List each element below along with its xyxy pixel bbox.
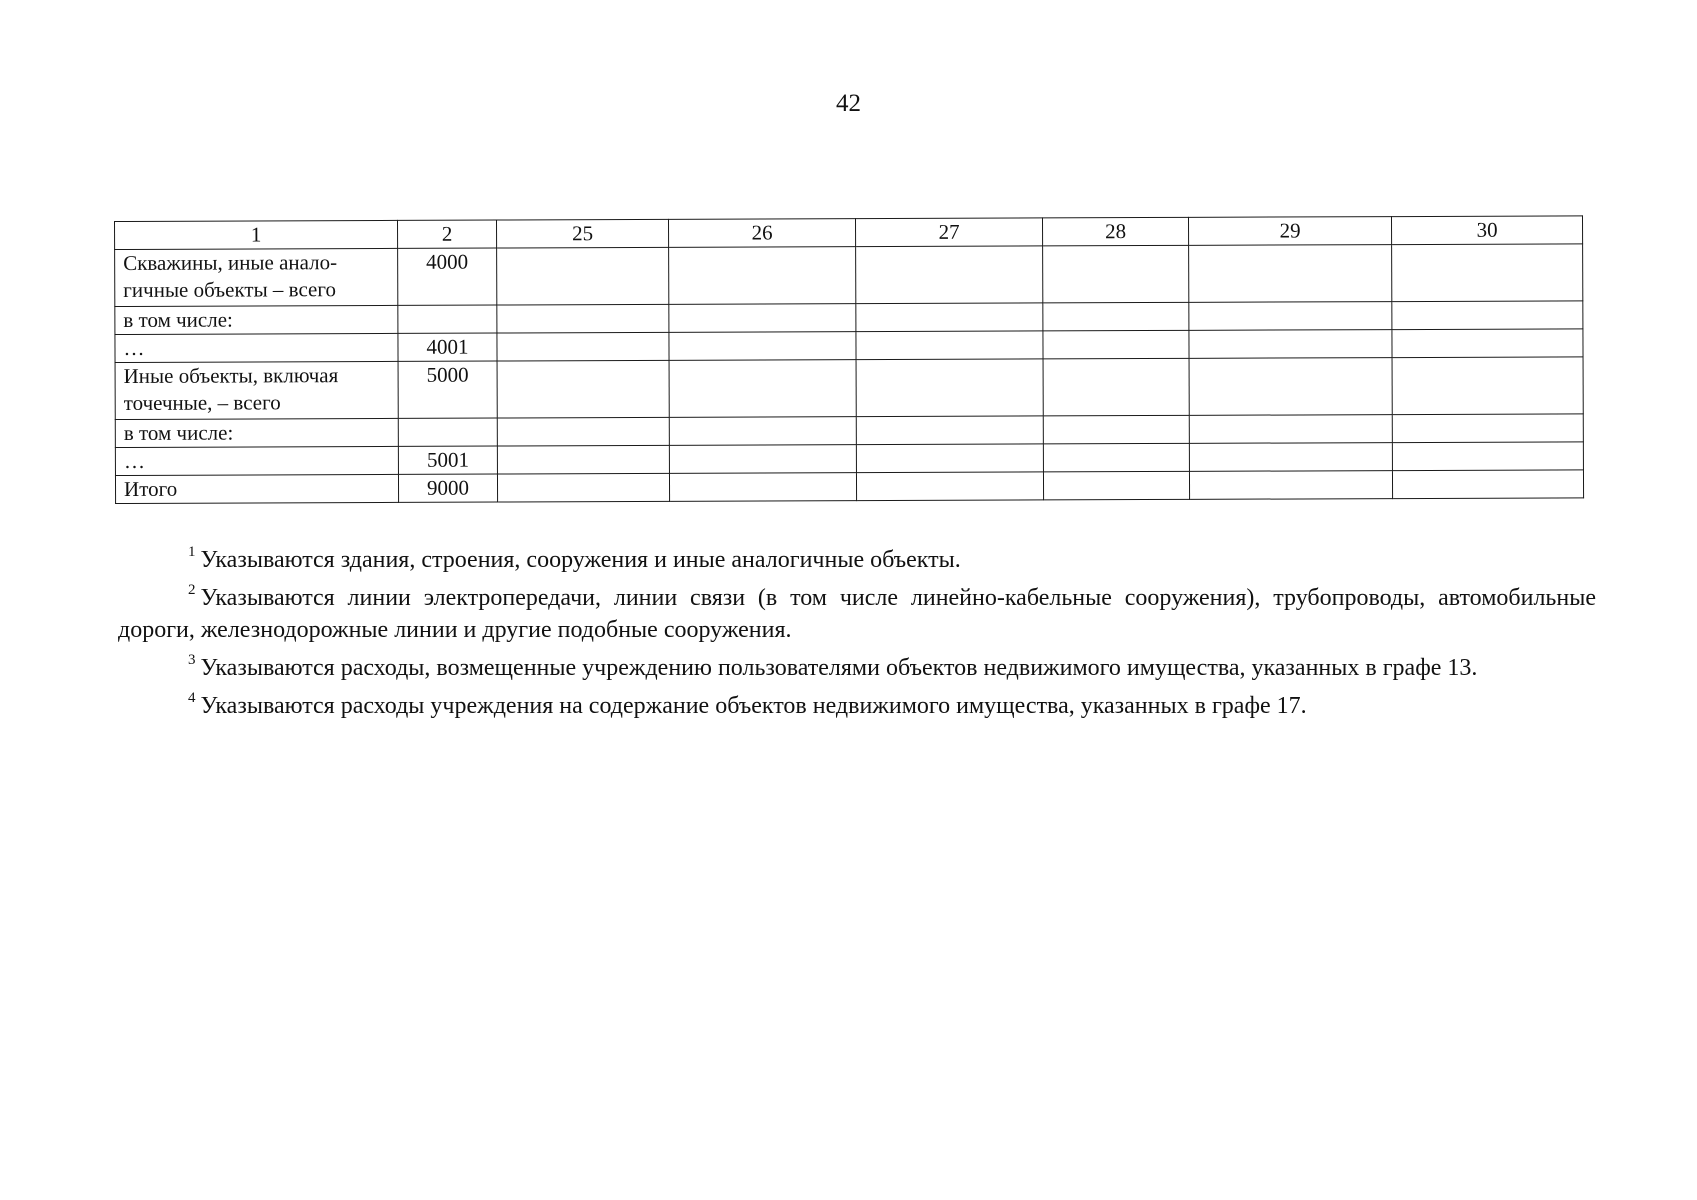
- footnotes: [118, 538, 1596, 722]
- empty-cell: [856, 416, 1043, 445]
- empty-cell: [1043, 330, 1189, 359]
- row-code: 5001: [398, 446, 497, 474]
- empty-cell: [856, 472, 1043, 501]
- empty-cell: [856, 246, 1043, 304]
- row-code: 4000: [398, 248, 497, 305]
- empty-cell: [497, 445, 669, 474]
- empty-cell: [497, 247, 669, 305]
- empty-cell: [856, 359, 1043, 417]
- empty-cell: [669, 360, 856, 418]
- column-header: 29: [1188, 217, 1391, 246]
- row-label: Итого: [115, 474, 398, 503]
- empty-cell: [669, 417, 856, 446]
- empty-cell: [1189, 415, 1392, 444]
- footnote: [118, 684, 1596, 722]
- row-label: в том числе:: [115, 305, 398, 334]
- row-code: 5000: [398, 361, 497, 418]
- column-header: 30: [1391, 216, 1582, 245]
- empty-cell: [669, 332, 856, 361]
- column-header: 2: [397, 220, 496, 248]
- empty-cell: [497, 360, 669, 418]
- empty-cell: [669, 445, 856, 474]
- table-row: [115, 244, 1583, 307]
- footnote-text: Указываются расходы, возмещенные учреждению пользователями объектов недвижимого имущества, указанных в графе 13.: [200, 655, 1478, 681]
- footnote-number: 3: [188, 652, 196, 668]
- empty-cell: [1392, 414, 1583, 443]
- footnote-text: Указываются здания, строения, сооружения и иные аналогичные объекты.: [200, 547, 961, 573]
- empty-cell: [856, 331, 1043, 360]
- footnote: [118, 576, 1596, 646]
- empty-cell: [1189, 330, 1392, 359]
- empty-cell: [1189, 443, 1392, 472]
- empty-cell: [856, 444, 1043, 473]
- empty-cell: [1043, 443, 1189, 472]
- footnote: [118, 646, 1596, 684]
- empty-cell: [497, 332, 669, 361]
- column-header: 1: [115, 220, 398, 249]
- row-label: …: [115, 333, 398, 362]
- empty-cell: [1392, 357, 1583, 415]
- empty-cell: [1189, 358, 1392, 416]
- row-code: [398, 418, 497, 446]
- column-header: 25: [496, 219, 668, 248]
- data-table: [114, 215, 1584, 504]
- row-code: 4001: [398, 333, 497, 361]
- empty-cell: [1392, 244, 1583, 302]
- row-code: 9000: [398, 474, 497, 502]
- table-row: [115, 470, 1583, 504]
- empty-cell: [1392, 329, 1583, 358]
- empty-cell: [1043, 415, 1189, 444]
- empty-cell: [497, 417, 669, 446]
- row-label: в том числе:: [115, 418, 398, 447]
- row-label: Скважины, иные анало-гичные объекты – всего: [115, 248, 398, 306]
- empty-cell: [1392, 442, 1583, 471]
- empty-cell: [497, 473, 669, 502]
- empty-cell: [1392, 301, 1583, 330]
- footnote-text: Указываются линии электропередачи, линии связи (в том числе линейно-кабельные сооружения), трубопроводы, автомобильные дороги, железнодорожные линии и другие подобные сооружения.: [118, 585, 1596, 643]
- empty-cell: [669, 304, 856, 333]
- footnote-number: 1: [188, 544, 196, 560]
- row-code: [398, 305, 497, 333]
- footnote-number: 4: [188, 690, 196, 706]
- empty-cell: [1043, 302, 1189, 331]
- empty-cell: [669, 473, 856, 502]
- row-label: Иные объекты, включая точечные, – всего: [115, 361, 398, 419]
- empty-cell: [1043, 471, 1189, 500]
- footnote: [118, 538, 1596, 576]
- footnote-number: 2: [188, 582, 196, 598]
- column-header: 28: [1042, 217, 1188, 246]
- empty-cell: [1189, 302, 1392, 331]
- page-number: 42: [836, 90, 861, 117]
- footnote-text: Указываются расходы учреждения на содержание объектов недвижимого имущества, указанных в графе 17.: [200, 693, 1307, 719]
- row-label: …: [115, 446, 398, 475]
- column-header: 27: [855, 218, 1042, 247]
- column-header: 26: [668, 219, 855, 248]
- empty-cell: [856, 303, 1043, 332]
- empty-cell: [1189, 245, 1392, 303]
- empty-cell: [1392, 470, 1583, 499]
- empty-cell: [1189, 471, 1392, 500]
- empty-cell: [497, 304, 669, 333]
- empty-cell: [1043, 245, 1189, 303]
- table-row: [115, 357, 1583, 420]
- empty-cell: [1043, 358, 1189, 416]
- empty-cell: [669, 247, 856, 305]
